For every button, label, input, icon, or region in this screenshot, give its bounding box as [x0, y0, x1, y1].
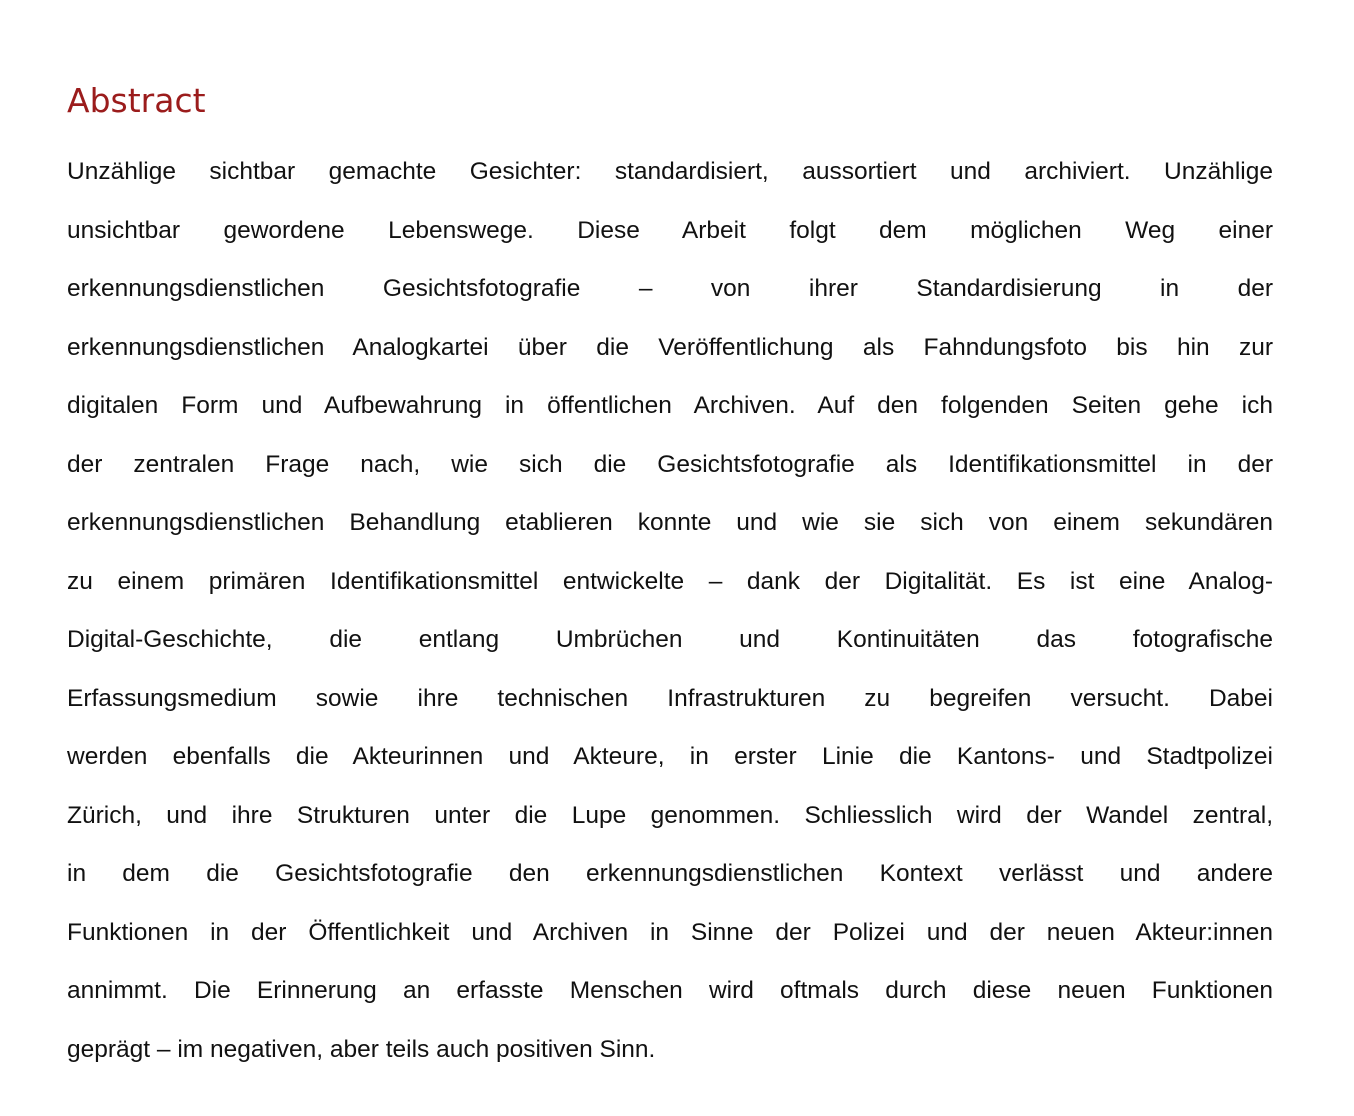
paragraph-line: erkennungsdienstlichen Behandlung etablieren konnte und wie sie sich von einem sekundären: [67, 509, 1273, 536]
abstract-heading: Abstract: [67, 81, 206, 120]
paragraph-line: erkennungsdienstlichen Gesichtsfotografie – von ihrer Standardisierung in der: [67, 275, 1273, 302]
paragraph-line: unsichtbar gewordene Lebenswege. Diese Arbeit folgt dem möglichen Weg einer: [67, 216, 1273, 244]
paragraph-line: Digital-Geschichte, die entlang Umbrüchen und Kontinuitäten das fotografische: [67, 626, 1273, 653]
abstract-paragraph: [67, 143, 1273, 1079]
paragraph-line: werden ebenfalls die Akteurinnen und Akteure, in erster Linie die Kantons- und Stadtpolizei: [67, 743, 1273, 770]
paragraph-line: der zentralen Frage nach, wie sich die Gesichtsfotografie als Identifikationsmittel in der: [67, 450, 1273, 478]
paragraph-line: zu einem primären Identifikationsmittel entwickelte – dank der Digitalität. Es ist eine Analog-: [67, 567, 1273, 595]
paragraph-line: in dem die Gesichtsfotografie den erkennungsdienstlichen Kontext verlässt und andere: [67, 860, 1273, 887]
paragraph-line: Zürich, und ihre Strukturen unter die Lupe genommen. Schliesslich wird der Wandel zentral,: [67, 801, 1273, 829]
paragraph-line: Erfassungsmedium sowie ihre technischen Infrastrukturen zu begreifen versucht. Dabei: [67, 684, 1273, 712]
paragraph-line: annimmt. Die Erinnerung an erfasste Menschen wird oftmals durch diese neuen Funktionen: [67, 977, 1273, 1004]
paragraph-last-line: geprägt – im negativen, aber teils auch positiven Sinn.: [67, 1035, 656, 1063]
paragraph-line: Unzählige sichtbar gemachte Gesichter: standardisiert, aussortiert und archiviert. Unzählige: [67, 158, 1273, 185]
paragraph-line: erkennungsdienstlichen Analogkartei über die Veröffentlichung als Fahndungsfoto bis hin zur: [67, 333, 1273, 361]
paragraph-line: Funktionen in der Öffentlichkeit und Archiven in Sinne der Polizei und der neuen Akteur:innen: [67, 918, 1273, 946]
paragraph-line: digitalen Form und Aufbewahrung in öffentlichen Archiven. Auf den folgenden Seiten gehe ich: [67, 392, 1273, 419]
